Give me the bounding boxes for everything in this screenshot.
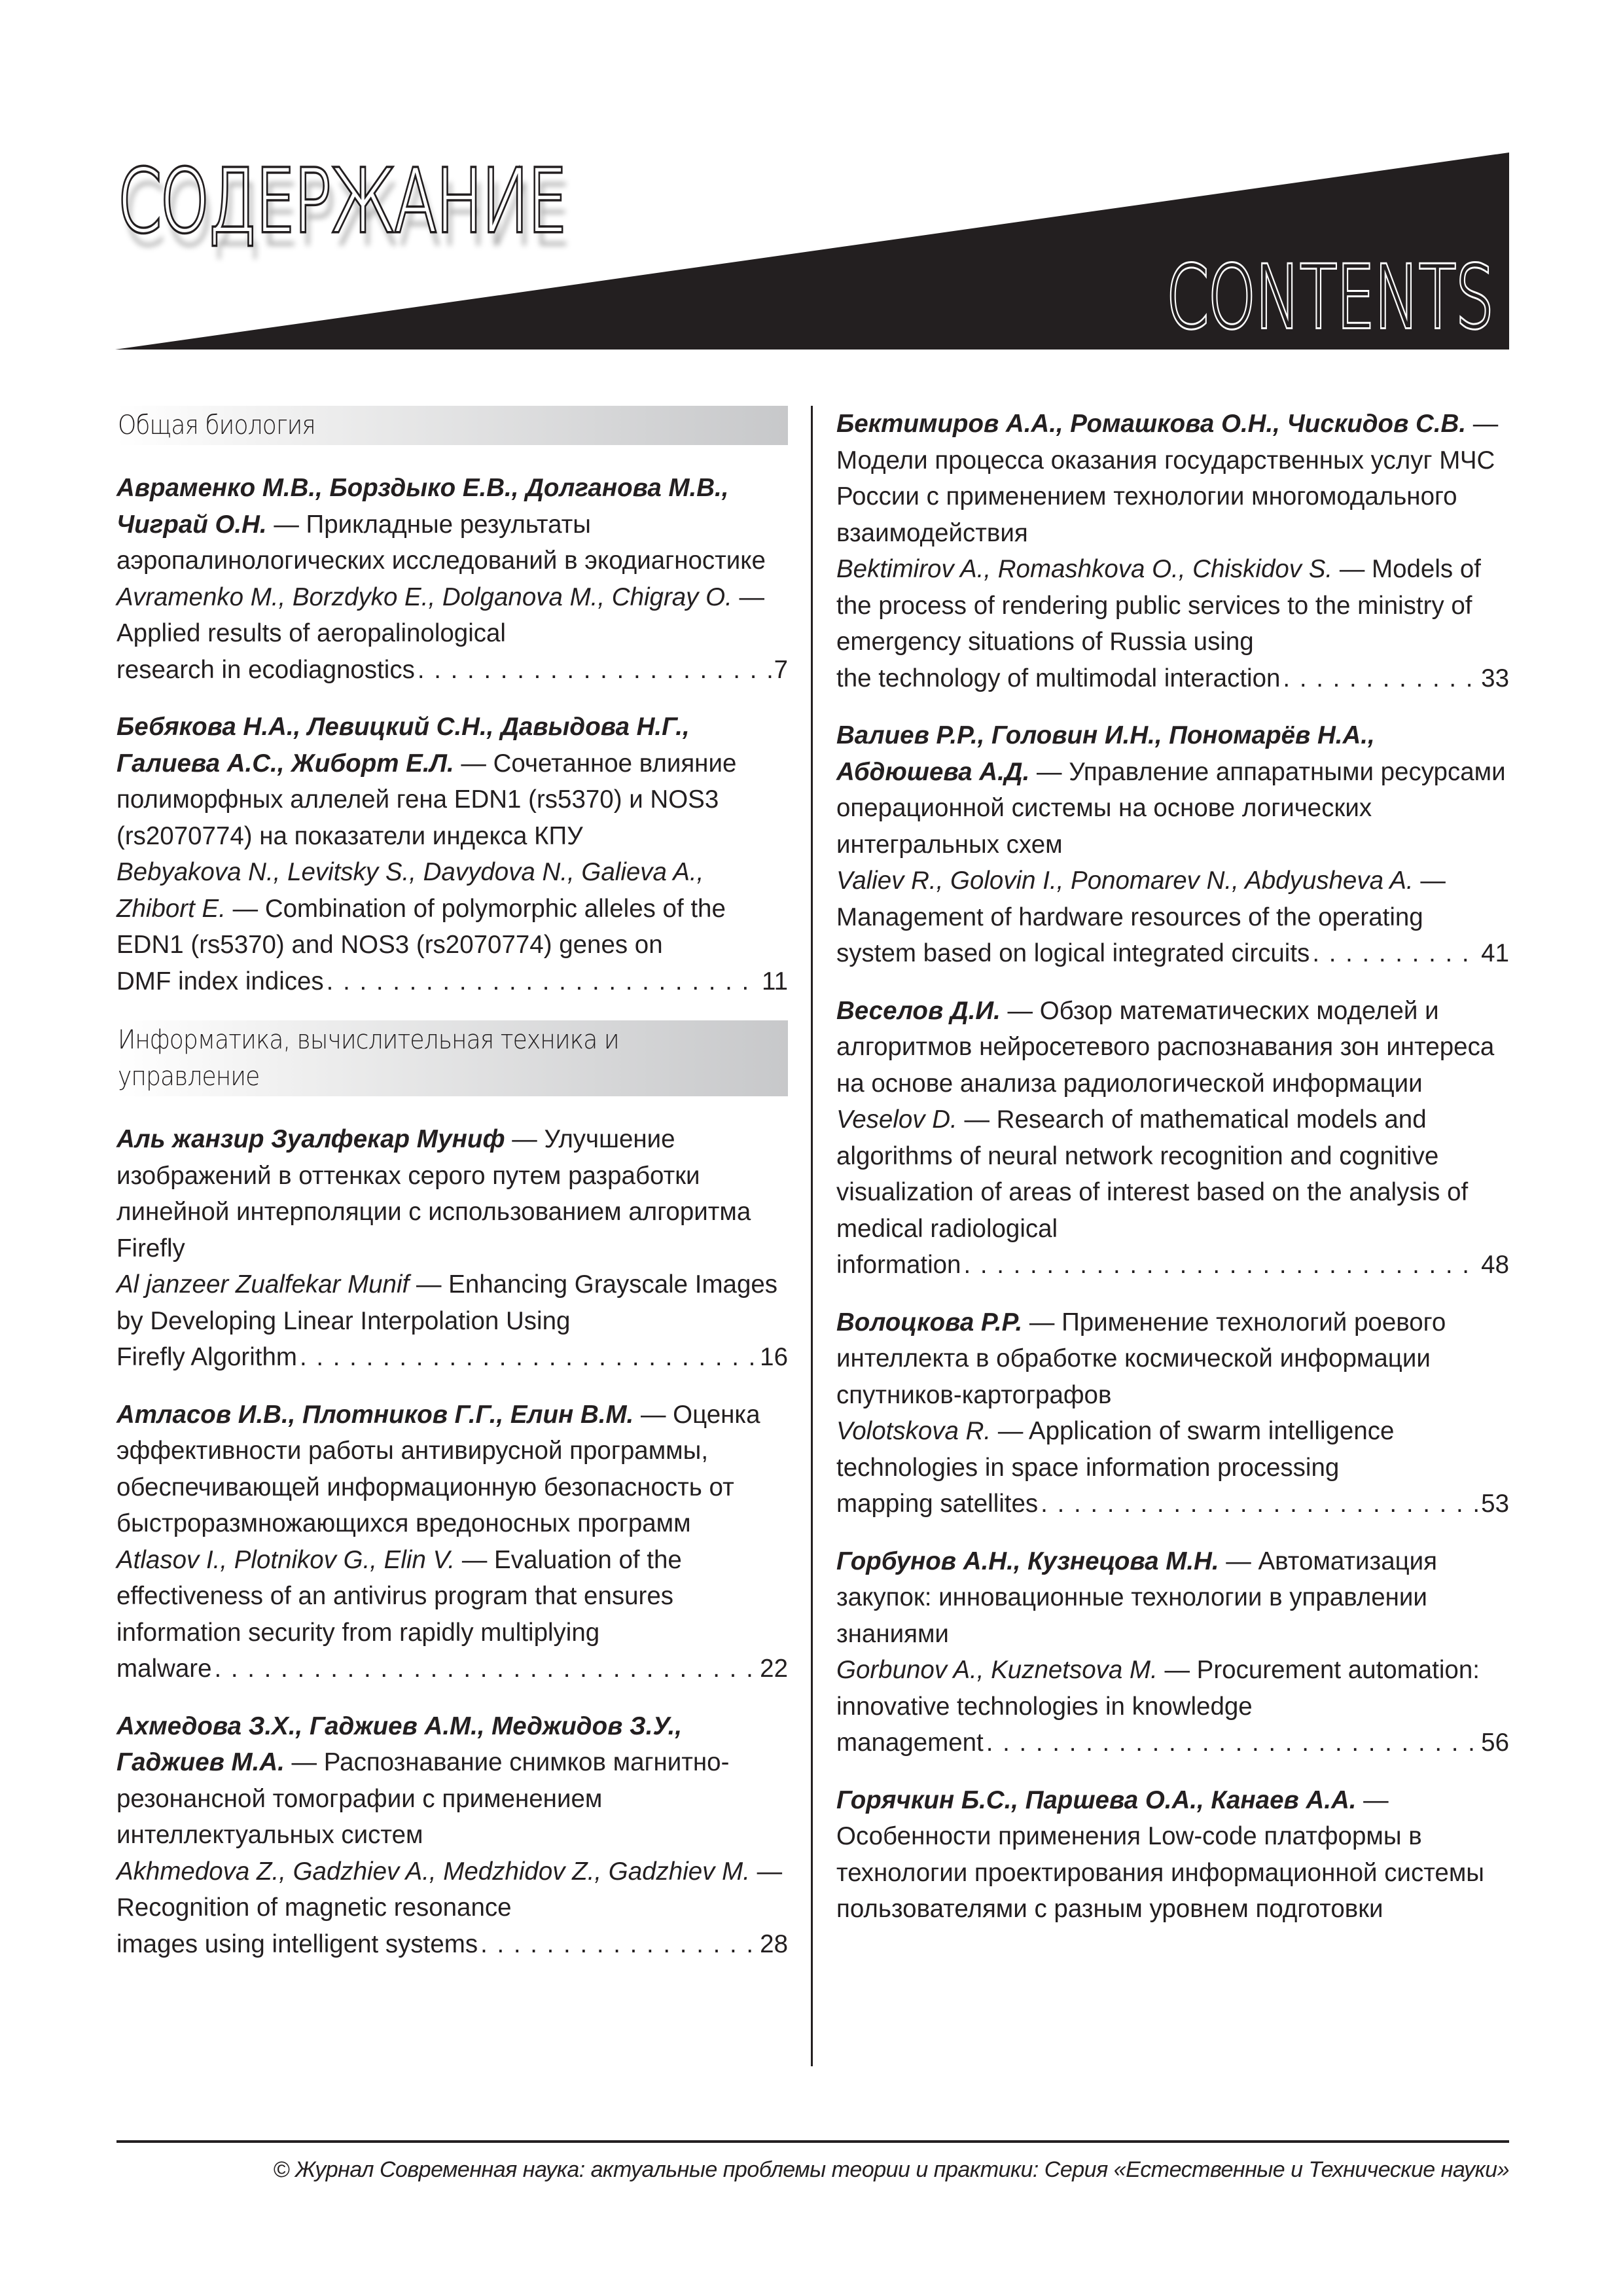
- title-ru: Оценка эффективности работы антивирусной программы, обеспечивающей информационную безопасность от быстроразмножающихся вредоносных программ: [116, 1400, 760, 1537]
- title-ru: Улучшение изображений в оттенках серого путем разработки линейной интерполяции с использованием алгоритма Firefly: [116, 1125, 751, 1263]
- authors-en: Al janzeer Zualfekar Munif: [116, 1270, 410, 1299]
- toc-entry[interactable]: Веселов Д.И. — Обзор математических моделей и алгоритмов нейросетевого распознавания зон интереса на основе анализа радиологической информации Veselov D. — Research of mathematical models and algorithms of neural network recognition and cognitive visualization of areas of interest based on the analysis of medical radiological information . . . 48: [836, 993, 1509, 1283]
- page-header: [0, 0, 1623, 367]
- page-title-ru: СОДЕРЖАНИЕ: [118, 151, 566, 252]
- dot-leader: [986, 1725, 1478, 1761]
- title-en-last-line: the technology of multimodal interaction: [836, 664, 1281, 692]
- dot-leader: [1041, 1486, 1478, 1522]
- dot-leader: [1283, 660, 1478, 697]
- section-heading-informatics: Информатика, вычислительная техника и управление: [116, 1020, 788, 1096]
- authors-en: Bektimirov A., Romashkova O., Chiskidov S.: [836, 555, 1333, 583]
- title-en-last-line: DMF index indices: [116, 967, 324, 996]
- authors-en: Avramenko M., Borzdyko E., Dolganova M., Chigray O.: [116, 583, 732, 611]
- title-en-last-line: research in ecodiagnostics: [116, 655, 415, 684]
- left-column: [116, 406, 788, 1983]
- dot-leader: [327, 963, 759, 1000]
- dot-leader: [480, 1926, 757, 1963]
- authors-en: Gorbunov A., Kuznetsova M.: [836, 1656, 1158, 1684]
- page-number[interactable]: 11: [762, 967, 788, 996]
- section-heading-general-biology: Общая биология: [116, 406, 788, 445]
- authors-ru: Валиев Р.Р., Головин И.Н., Пономарёв Н.А., Абдюшева А.Д.: [836, 721, 1375, 786]
- dot-leader: [418, 652, 772, 689]
- dot-leader: [1312, 935, 1478, 972]
- title-en-last-line: Firefly Algorithm: [116, 1343, 297, 1371]
- toc-entry[interactable]: Бектимиров А.А., Ромашкова О.Н., Чискидов С.В. — Модели процесса оказания государственных услуг МЧС России с применением технологии многомодального взаимодействия Bektimirov A., Romashkova O., Chiskidov S. — Models of the process of rendering public services to the ministry of emergency situations of Russia using the technology of multimodal interaction . . . 33: [836, 406, 1509, 696]
- title-en: Applied results of aeropalinological: [116, 619, 506, 647]
- title-ru: Особенности применения Low-code платформы в технологии проектирования информационной системы пользователями с разным уровнем подготовки: [836, 1822, 1484, 1923]
- authors-ru: Бебякова Н.А., Левицкий С.Н., Давыдова Н.Г., Галиева А.С., Жиборт Е.Л.: [116, 713, 690, 778]
- dot-leader: [214, 1651, 757, 1687]
- page-number[interactable]: 41: [1481, 939, 1509, 967]
- column-divider: [811, 406, 813, 2066]
- title-en-last-line: mapping satellites: [836, 1490, 1039, 1518]
- page-title-en: CONTENTS: [1166, 247, 1493, 348]
- title-en: Research of mathematical models and algorithms of neural network recognition and cognitive visualization of areas of interest based on the analysis of medical radiological: [836, 1105, 1469, 1243]
- title-en: Combination of polymorphic alleles of the EDN1 (rs5370) and NOS3 (rs2070774) genes on: [116, 894, 726, 959]
- authors-ru: Аль жанзир Зуалфекар Муниф: [116, 1125, 505, 1153]
- title-en: Application of swarm intelligence technologies in space information processing: [836, 1417, 1395, 1482]
- page-number[interactable]: 33: [1481, 664, 1509, 692]
- title-en-last-line: system based on logical integrated circuits: [836, 939, 1310, 967]
- title-en: Models of the process of rendering public services to the ministry of emergency situations of Russia using: [836, 555, 1481, 656]
- authors-en: Akhmedova Z., Gadzhiev A., Medzhidov Z., Gadzhiev M.: [116, 1857, 750, 1886]
- dot-leader: [300, 1339, 757, 1376]
- page-number[interactable]: 48: [1481, 1251, 1509, 1279]
- title-en-last-line: malware: [116, 1655, 212, 1683]
- page-number[interactable]: 22: [760, 1655, 788, 1683]
- title-ru: Сочетанное влияние полиморфных аллелей гена EDN1 (rs5370) и NOS3 (rs2070774) на показатели индекса КПУ: [116, 749, 737, 850]
- title-en: Management of hardware resources of the operating: [836, 903, 1423, 931]
- authors-en: Veselov D.: [836, 1105, 957, 1134]
- title-ru: Применение технологий роевого интеллекта в обработке космической информации спутников-картографов: [836, 1308, 1446, 1409]
- page-number[interactable]: 16: [760, 1343, 788, 1371]
- footer-rule: [116, 2140, 1509, 2143]
- page-number[interactable]: 56: [1481, 1729, 1509, 1757]
- title-ru: Управление аппаратными ресурсами операционной системы на основе логических интегральных схем: [836, 757, 1506, 859]
- title-ru: Распознавание снимков магнитно-резонансной томографии с применением интеллектуальных систем: [116, 1748, 730, 1849]
- right-column: [836, 406, 1509, 1948]
- authors-ru: Авраменко М.В., Борздыко Е.В., Долганова М.В., Чиграй О.Н.: [116, 474, 729, 539]
- toc-entry[interactable]: Валиев Р.Р., Головин И.Н., Пономарёв Н.А., Абдюшева А.Д. — Управление аппаратными ресурсами операционной системы на основе логических интегральных схем Valiev R., Golovin I., Ponomarev N., Abdyusheva A. — Management of hardware resources of the operating system based on logical integrated circuits . . . 41: [836, 717, 1509, 972]
- authors-en: Valiev R., Golovin I., Ponomarev N., Abdyusheva A.: [836, 867, 1414, 895]
- toc-entry[interactable]: Атласов И.В., Плотников Г.Г., Елин В.М. — Оценка эффективности работы антивирусной программы, обеспечивающей информационную безопасность от быстроразмножающихся вредоносных программ Atlasov I., Plotnikov G., Elin V. — Evaluation of the effectiveness of an antivirus program that ensures information security from rapidly multiplying malware . . . 22: [116, 1397, 788, 1687]
- toc-entry[interactable]: Авраменко М.В., Борздыко Е.В., Долганова М.В., Чиграй О.Н. — Прикладные результаты аэропалинологических исследований в экодиагностике Avramenko M., Borzdyko E., Dolganova M., Chigray O. — Applied results of aeropalinological research in ecodiagnostics . . . 7: [116, 470, 788, 688]
- title-en: Evaluation of the effectiveness of an antivirus program that ensures information security from rapidly multiplying: [116, 1545, 682, 1647]
- title-ru: Обзор математических моделей и алгоритмов нейросетевого распознавания зон интереса на основе анализа радиологической информации: [836, 996, 1495, 1098]
- title-en-last-line: management: [836, 1729, 984, 1757]
- authors-ru: Ахмедова З.Х., Гаджиев А.М., Меджидов З.У., Гаджиев М.А.: [116, 1712, 683, 1776]
- dot-leader: [963, 1247, 1478, 1283]
- authors-ru: Волоцкова Р.Р.: [836, 1308, 1023, 1336]
- authors-en: Volotskova R.: [836, 1417, 991, 1445]
- title-ru: Модели процесса оказания государственных услуг МЧС России с применением технологии многомодального взаимодействия: [836, 446, 1495, 547]
- title-ru: Автоматизация закупок: инновационные технологии в управлении знаниями: [836, 1547, 1438, 1648]
- title-en: Recognition of magnetic resonance: [116, 1893, 512, 1922]
- toc-entry[interactable]: Бебякова Н.А., Левицкий С.Н., Давыдова Н.Г., Галиева А.С., Жиборт Е.Л. — Сочетанное влияние полиморфных аллелей гена EDN1 (rs5370) и NOS3 (rs2070774) на показатели индекса КПУ Bebyakova N., Levitsky S., Davydova N., Galieva A., Zhibort E. — Combination of polymorphic alleles of the EDN1 (rs5370) and NOS3 (rs2070774) genes on DMF index indices . . . 11: [116, 709, 788, 999]
- authors-ru: Бектимиров А.А., Ромашкова О.Н., Чискидов С.В.: [836, 410, 1467, 438]
- authors-ru: Горячкин Б.С., Паршева О.А., Канаев А.А.: [836, 1785, 1357, 1814]
- toc-entry[interactable]: Волоцкова Р.Р. — Применение технологий роевого интеллекта в обработке космической информации спутников-картографов Volotskova R. — Application of swarm intelligence technologies in space information processing mapping satellites . . . 53: [836, 1304, 1509, 1522]
- authors-en: Atlasov I., Plotnikov G., Elin V.: [116, 1545, 455, 1574]
- toc-entry[interactable]: Горбунов А.Н., Кузнецова М.Н. — Автоматизация закупок: инновационные технологии в управлении знаниями Gorbunov A., Kuznetsova M. — Procurement automation: innovative technologies in knowledge management . . . 56: [836, 1543, 1509, 1761]
- title-en: Procurement automation: innovative technologies in knowledge: [836, 1656, 1480, 1721]
- page-number[interactable]: 28: [760, 1929, 788, 1958]
- title-en-last-line: information: [836, 1251, 961, 1279]
- title-en-last-line: images using intelligent systems: [116, 1929, 478, 1958]
- footer-copyright: © Журнал Современная наука: актуальные проблемы теории и практики: Серия «Естественные и Технические науки»: [273, 2157, 1509, 2182]
- page-number[interactable]: 7: [774, 655, 788, 684]
- title-ru: Прикладные результаты аэропалинологических исследований в экодиагностике: [116, 510, 766, 575]
- title-en: Enhancing Grayscale Images by Developing Linear Interpolation Using: [116, 1270, 778, 1335]
- authors-ru: Атласов И.В., Плотников Г.Г., Елин В.М.: [116, 1400, 634, 1429]
- toc-entry-continued[interactable]: Горячкин Б.С., Паршева О.А., Канаев А.А. — Особенности применения Low-code платформы в технологии проектирования информационной системы пользователями с разным уровнем подготовки: [836, 1785, 1484, 1923]
- toc-entry[interactable]: Аль жанзир Зуалфекар Муниф — Улучшение изображений в оттенках серого путем разработки линейной интерполяции с использованием алгоритма Firefly Al janzeer Zualfekar Munif — Enhancing Grayscale Images by Developing Linear Interpolation Using Firefly Algorithm . . . 16: [116, 1121, 788, 1376]
- page-number[interactable]: 53: [1481, 1490, 1509, 1518]
- authors-ru: Веселов Д.И.: [836, 996, 1001, 1025]
- authors-ru: Горбунов А.Н., Кузнецова М.Н.: [836, 1547, 1219, 1575]
- toc-entry[interactable]: Ахмедова З.Х., Гаджиев А.М., Меджидов З.У., Гаджиев М.А. — Распознавание снимков магнитно-резонансной томографии с применением интеллектуальных систем Akhmedova Z., Gadzhiev A., Medzhidov Z., Gadzhiev M. — Recognition of magnetic resonance images using intelligent systems . . . 28: [116, 1708, 788, 1963]
- authors-en: Bebyakova N., Levitsky S., Davydova N., Galieva A., Zhibort E.: [116, 858, 704, 923]
